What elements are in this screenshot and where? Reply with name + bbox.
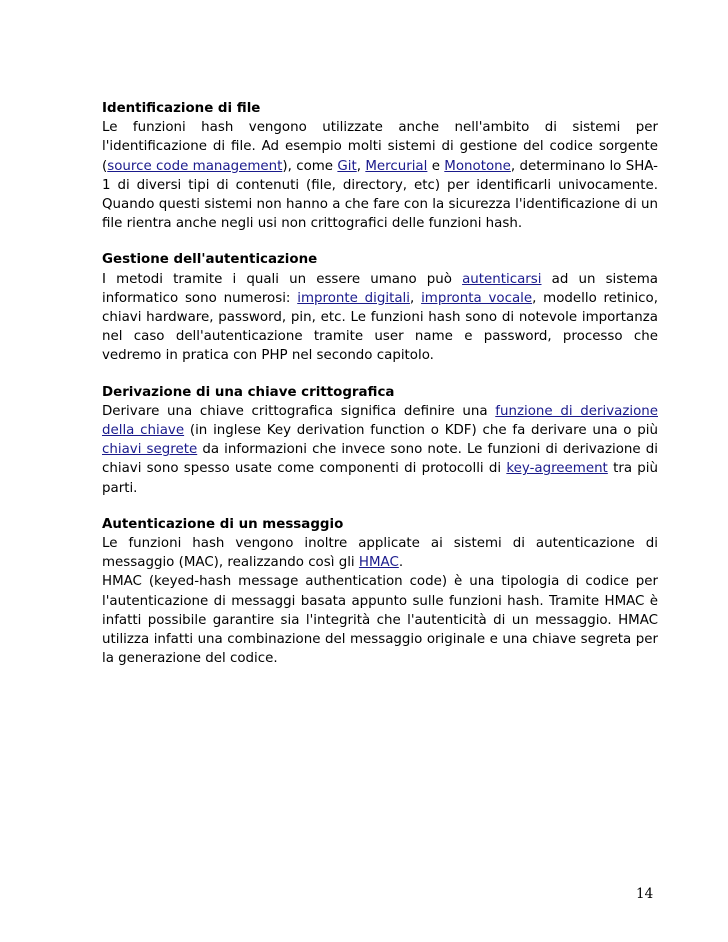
- paragraph: [102, 534, 658, 572]
- text-run: Derivare una chiave crittografica significa definire una: [102, 403, 496, 419]
- text-run: ad un sistema informatico sono numerosi:: [102, 271, 658, 306]
- section-text: [102, 118, 658, 233]
- hyperlink[interactable]: HMAC: [358, 555, 399, 571]
- document-body: [102, 99, 658, 685]
- paragraph: [102, 402, 658, 498]
- hyperlink[interactable]: source code management: [107, 158, 283, 174]
- hyperlink[interactable]: impronte digitali: [297, 290, 411, 306]
- text-run: Le funzioni hash vengono utilizzate anche nell'ambito di sistemi per l'identificazione di file. Ad esempio molti sistemi di gestione del codice sorgente (: [102, 120, 658, 174]
- paragraph: [102, 118, 658, 233]
- text-run: ), come: [282, 158, 338, 174]
- section-text: [102, 402, 658, 498]
- text-run: ,: [410, 290, 422, 306]
- text-run: (in inglese Key derivation function o KDF) che fa derivare una o più: [184, 423, 658, 439]
- text-run: I metodi tramite i quali un essere umano può: [102, 271, 463, 287]
- section-text: [102, 534, 658, 668]
- text-run: tra più parti.: [102, 461, 658, 496]
- text-run: da informazioni che invece sono note. Le funzioni di derivazione di chiavi sono spesso usate come componenti di protocolli di: [102, 442, 658, 477]
- section-text: [102, 270, 658, 366]
- page-number: 14: [636, 886, 654, 902]
- text-run: e: [427, 158, 445, 174]
- hyperlink[interactable]: funzione di derivazione della chiave: [102, 403, 658, 439]
- text-run: HMAC (keyed-hash message authentication code) è una tipologia di codice per l'autenticazione di messaggi basata appunto sulle funzioni hash. Tramite HMAC è infatti possibile garantire sia l'integrità che l'autenticità di un messaggio. HMAC utilizza infatti una combinazione del messaggio originale e una chiave segreta per la generazione del codice.: [102, 574, 658, 667]
- hyperlink[interactable]: Git: [337, 158, 357, 174]
- section-heading: Gestione dell'autenticazione: [102, 252, 318, 268]
- text-run: .: [398, 555, 404, 571]
- section-message-authentication: [102, 515, 658, 669]
- text-run: ,: [356, 158, 366, 174]
- section-key-derivation: [102, 383, 658, 498]
- hyperlink[interactable]: chiavi segrete: [102, 442, 198, 458]
- hyperlink[interactable]: impronta vocale: [421, 290, 533, 306]
- section-heading: Autenticazione di un messaggio: [102, 516, 344, 532]
- text-run: , determinano lo SHA-1 di diversi tipi di contenuti (file, directory, etc) per identificarli univocamente. Quando questi sistemi non hanno a che fare con la sicurezza l'identificazione di un file rientra anche negli usi non crittografici delle funzioni hash.: [102, 158, 658, 232]
- paragraph: [102, 270, 658, 366]
- section-heading: Identificazione di file: [102, 101, 261, 116]
- text-run: Le funzioni hash vengono inoltre applicate ai sistemi di autenticazione di messaggio (MAC), realizzando così gli: [102, 536, 658, 571]
- hyperlink[interactable]: Monotone: [444, 158, 511, 174]
- hyperlink[interactable]: autenticarsi: [462, 271, 542, 287]
- paragraph: [102, 572, 658, 668]
- section-file-identification: [102, 99, 658, 233]
- section-authentication-management: [102, 250, 658, 365]
- hyperlink[interactable]: key-agreement: [506, 461, 608, 477]
- section-heading: Derivazione di una chiave crittografica: [102, 384, 395, 400]
- text-run: , modello retinico, chiavi hardware, password, pin, etc. Le funzioni hash sono di notevole importanza nel caso dell'autenticazione tramite user name e password, processo che vedremo in pratica con PHP nel secondo capitolo.: [102, 290, 658, 364]
- hyperlink[interactable]: Mercurial: [365, 158, 428, 174]
